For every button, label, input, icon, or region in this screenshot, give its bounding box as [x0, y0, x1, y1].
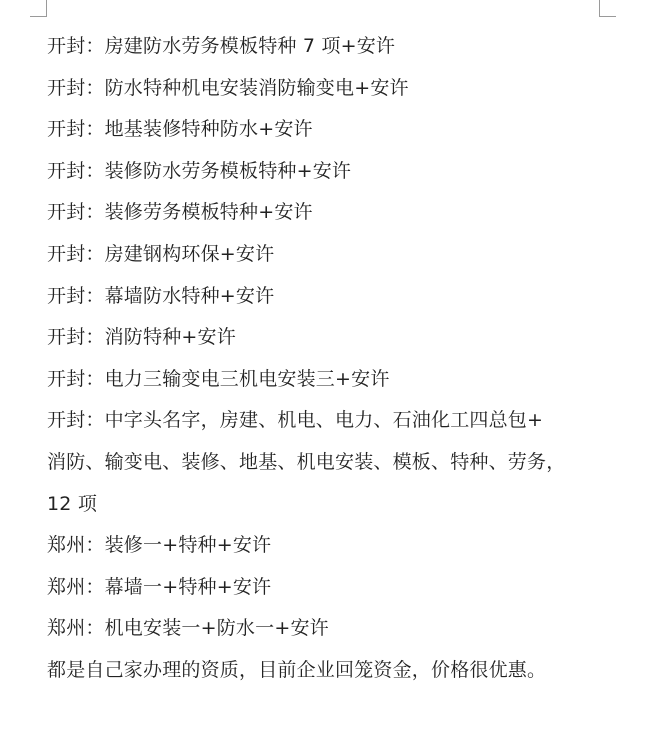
- text-line: 开封：电力三输变电三机电安装三+安许: [47, 367, 390, 390]
- text-line: 郑州：幕墙一+特种+安许: [47, 575, 272, 598]
- text-line: 开封：装修防水劳务模板特种+安许: [47, 159, 352, 182]
- page-margin-marker-top-left: [30, 0, 47, 17]
- text-line: 开封：房建防水劳务模板特种 7 项+安许: [47, 35, 396, 57]
- text-line: 开封：装修劳务模板特种+安许: [47, 201, 313, 224]
- page-margin-marker-top-right: [599, 0, 616, 17]
- text-line: 消防、输变电、装修、地基、机电安装、模板、特种、劳务，: [47, 450, 566, 473]
- text-line: 开封：地基装修特种防水+安许: [47, 118, 313, 141]
- text-line: 12 项: [47, 492, 98, 515]
- text-line: 开封：防水特种机电安装消防输变电+安许: [47, 76, 409, 99]
- text-line: 开封：消防特种+安许: [47, 326, 236, 349]
- text-line: 郑州：机电安装一+防水一+安许: [47, 617, 329, 640]
- text-line: 开封：房建钢构环保+安许: [47, 242, 275, 265]
- text-line: 郑州：装修一+特种+安许: [47, 534, 272, 557]
- document-body[interactable]: [47, 26, 647, 692]
- text-line: 开封：幕墙防水特种+安许: [47, 284, 275, 307]
- text-line: 开封：中字头名字，房建、机电、电力、石油化工四总包+: [47, 409, 544, 432]
- text-line: 都是自己家办理的资质，目前企业回笼资金，价格很优惠。: [47, 658, 547, 681]
